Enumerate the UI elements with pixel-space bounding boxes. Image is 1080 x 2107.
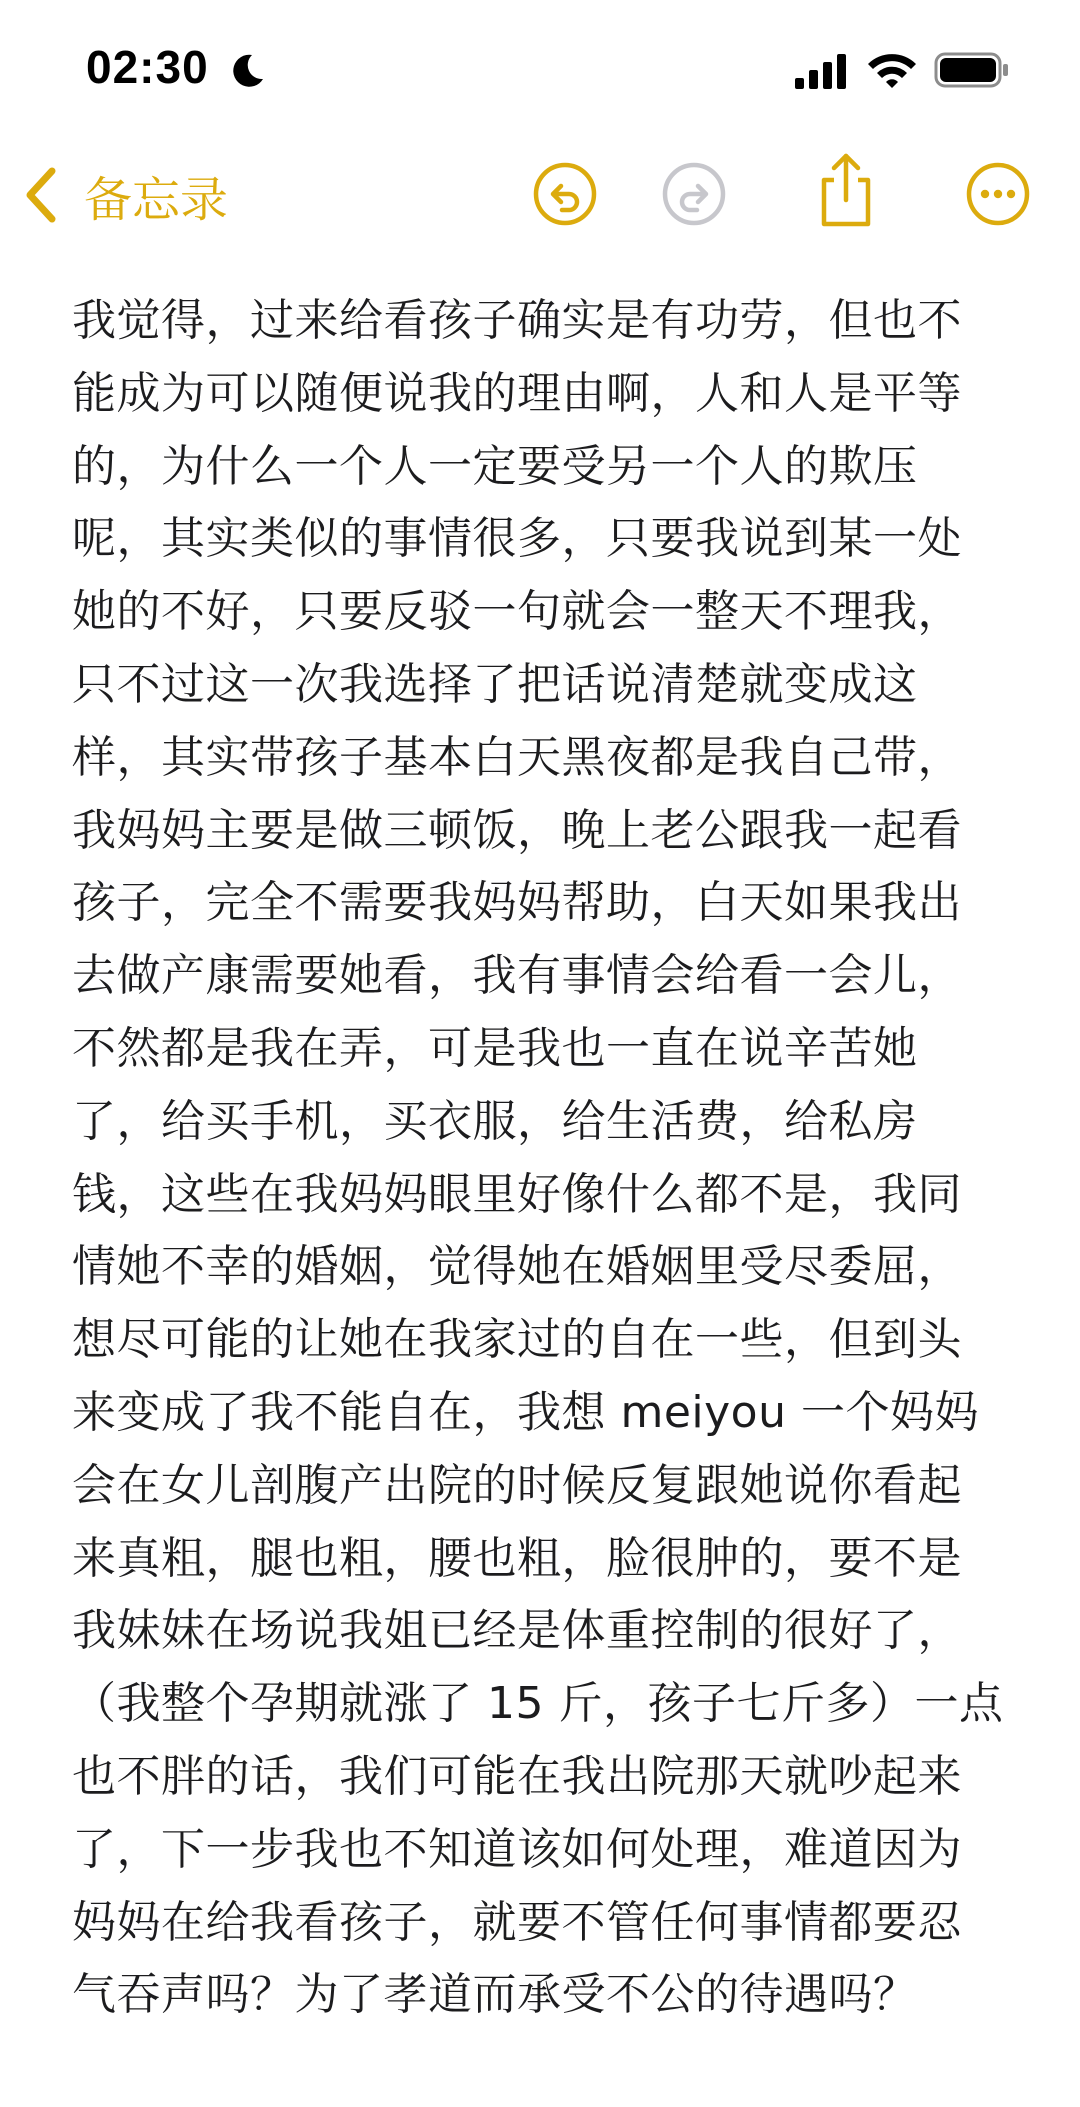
note-line: 气吞声吗？为了孝道而承受不公的待遇吗？ <box>72 1969 918 2021</box>
note-line: 呢，其实类似的事情很多，只要我说到某一处 <box>72 513 962 565</box>
note-line: 了，下一步我也不知道该如何处理，难道因为 <box>72 1823 962 1875</box>
note-line: 的，为什么一个人一定要受另一个人的欺压 <box>72 440 918 492</box>
redo-icon[interactable] <box>660 160 728 228</box>
note-line: 妈妈在给我看孩子，就要不管任何事情都要忍 <box>72 1896 962 1948</box>
note-line: （我整个孕期就涨了 15 斤，孩子七斤多）一点 <box>72 1678 1004 1730</box>
note-line: 样，其实带孩子基本白天黑夜都是我自己带， <box>72 731 962 783</box>
note-line: 情她不幸的婚姻，觉得她在婚姻里受尽委屈， <box>72 1241 962 1293</box>
status-time: 02:30 <box>86 41 209 93</box>
note-line: 我妈妈主要是做三顿饭，晚上老公跟我一起看 <box>72 804 962 856</box>
share-icon[interactable] <box>812 150 880 230</box>
note-line: 只不过这一次我选择了把话说清楚就变成这 <box>72 658 918 710</box>
battery-icon <box>934 51 1010 89</box>
moon-icon <box>228 52 266 90</box>
note-line: 会在女儿剖腹产出院的时候反复跟她说你看起 <box>72 1459 962 1511</box>
note-line: 来真粗，腿也粗，腰也粗，脸很肿的，要不是 <box>72 1532 962 1584</box>
note-line: 钱，这些在我妈妈眼里好像什么都不是，我同 <box>72 1168 962 1220</box>
note-line: 也不胖的话，我们可能在我出院那天就吵起来 <box>72 1750 962 1802</box>
cellular-signal-icon <box>793 52 849 90</box>
more-icon[interactable] <box>964 160 1032 228</box>
note-line: 不然都是我在弄，可是我也一直在说辛苦她 <box>72 1022 918 1074</box>
back-button[interactable] <box>22 162 228 228</box>
note-line: 能成为可以随便说我的理由啊，人和人是平等 <box>72 367 962 419</box>
note-line: 我觉得，过来给看孩子确实是有功劳，但也不 <box>72 295 962 346</box>
note-line: 她的不好，只要反驳一句就会一整天不理我， <box>72 586 962 638</box>
note-line: 去做产康需要她看，我有事情会给看一会儿， <box>72 950 962 1002</box>
note-line: 我妹妹在场说我姐已经是体重控制的很好了， <box>72 1605 962 1657</box>
nav-bar <box>0 140 1080 250</box>
wifi-icon <box>866 50 918 90</box>
note-line: 想尽可能的让她在我家过的自在一些，但到头 <box>72 1314 962 1366</box>
chevron-left-icon <box>22 165 62 225</box>
status-bar <box>0 0 1080 140</box>
note-line: 来变成了我不能自在，我想 meiyou 一个妈妈 <box>72 1386 979 1438</box>
note-text[interactable] <box>72 285 1032 2032</box>
back-label: 备忘录 <box>84 171 229 228</box>
note-line: 孩子，完全不需要我妈妈帮助，白天如果我出 <box>72 877 962 929</box>
note-line: 了，给买手机，买衣服，给生活费，给私房 <box>72 1095 918 1147</box>
undo-icon[interactable] <box>531 160 599 228</box>
